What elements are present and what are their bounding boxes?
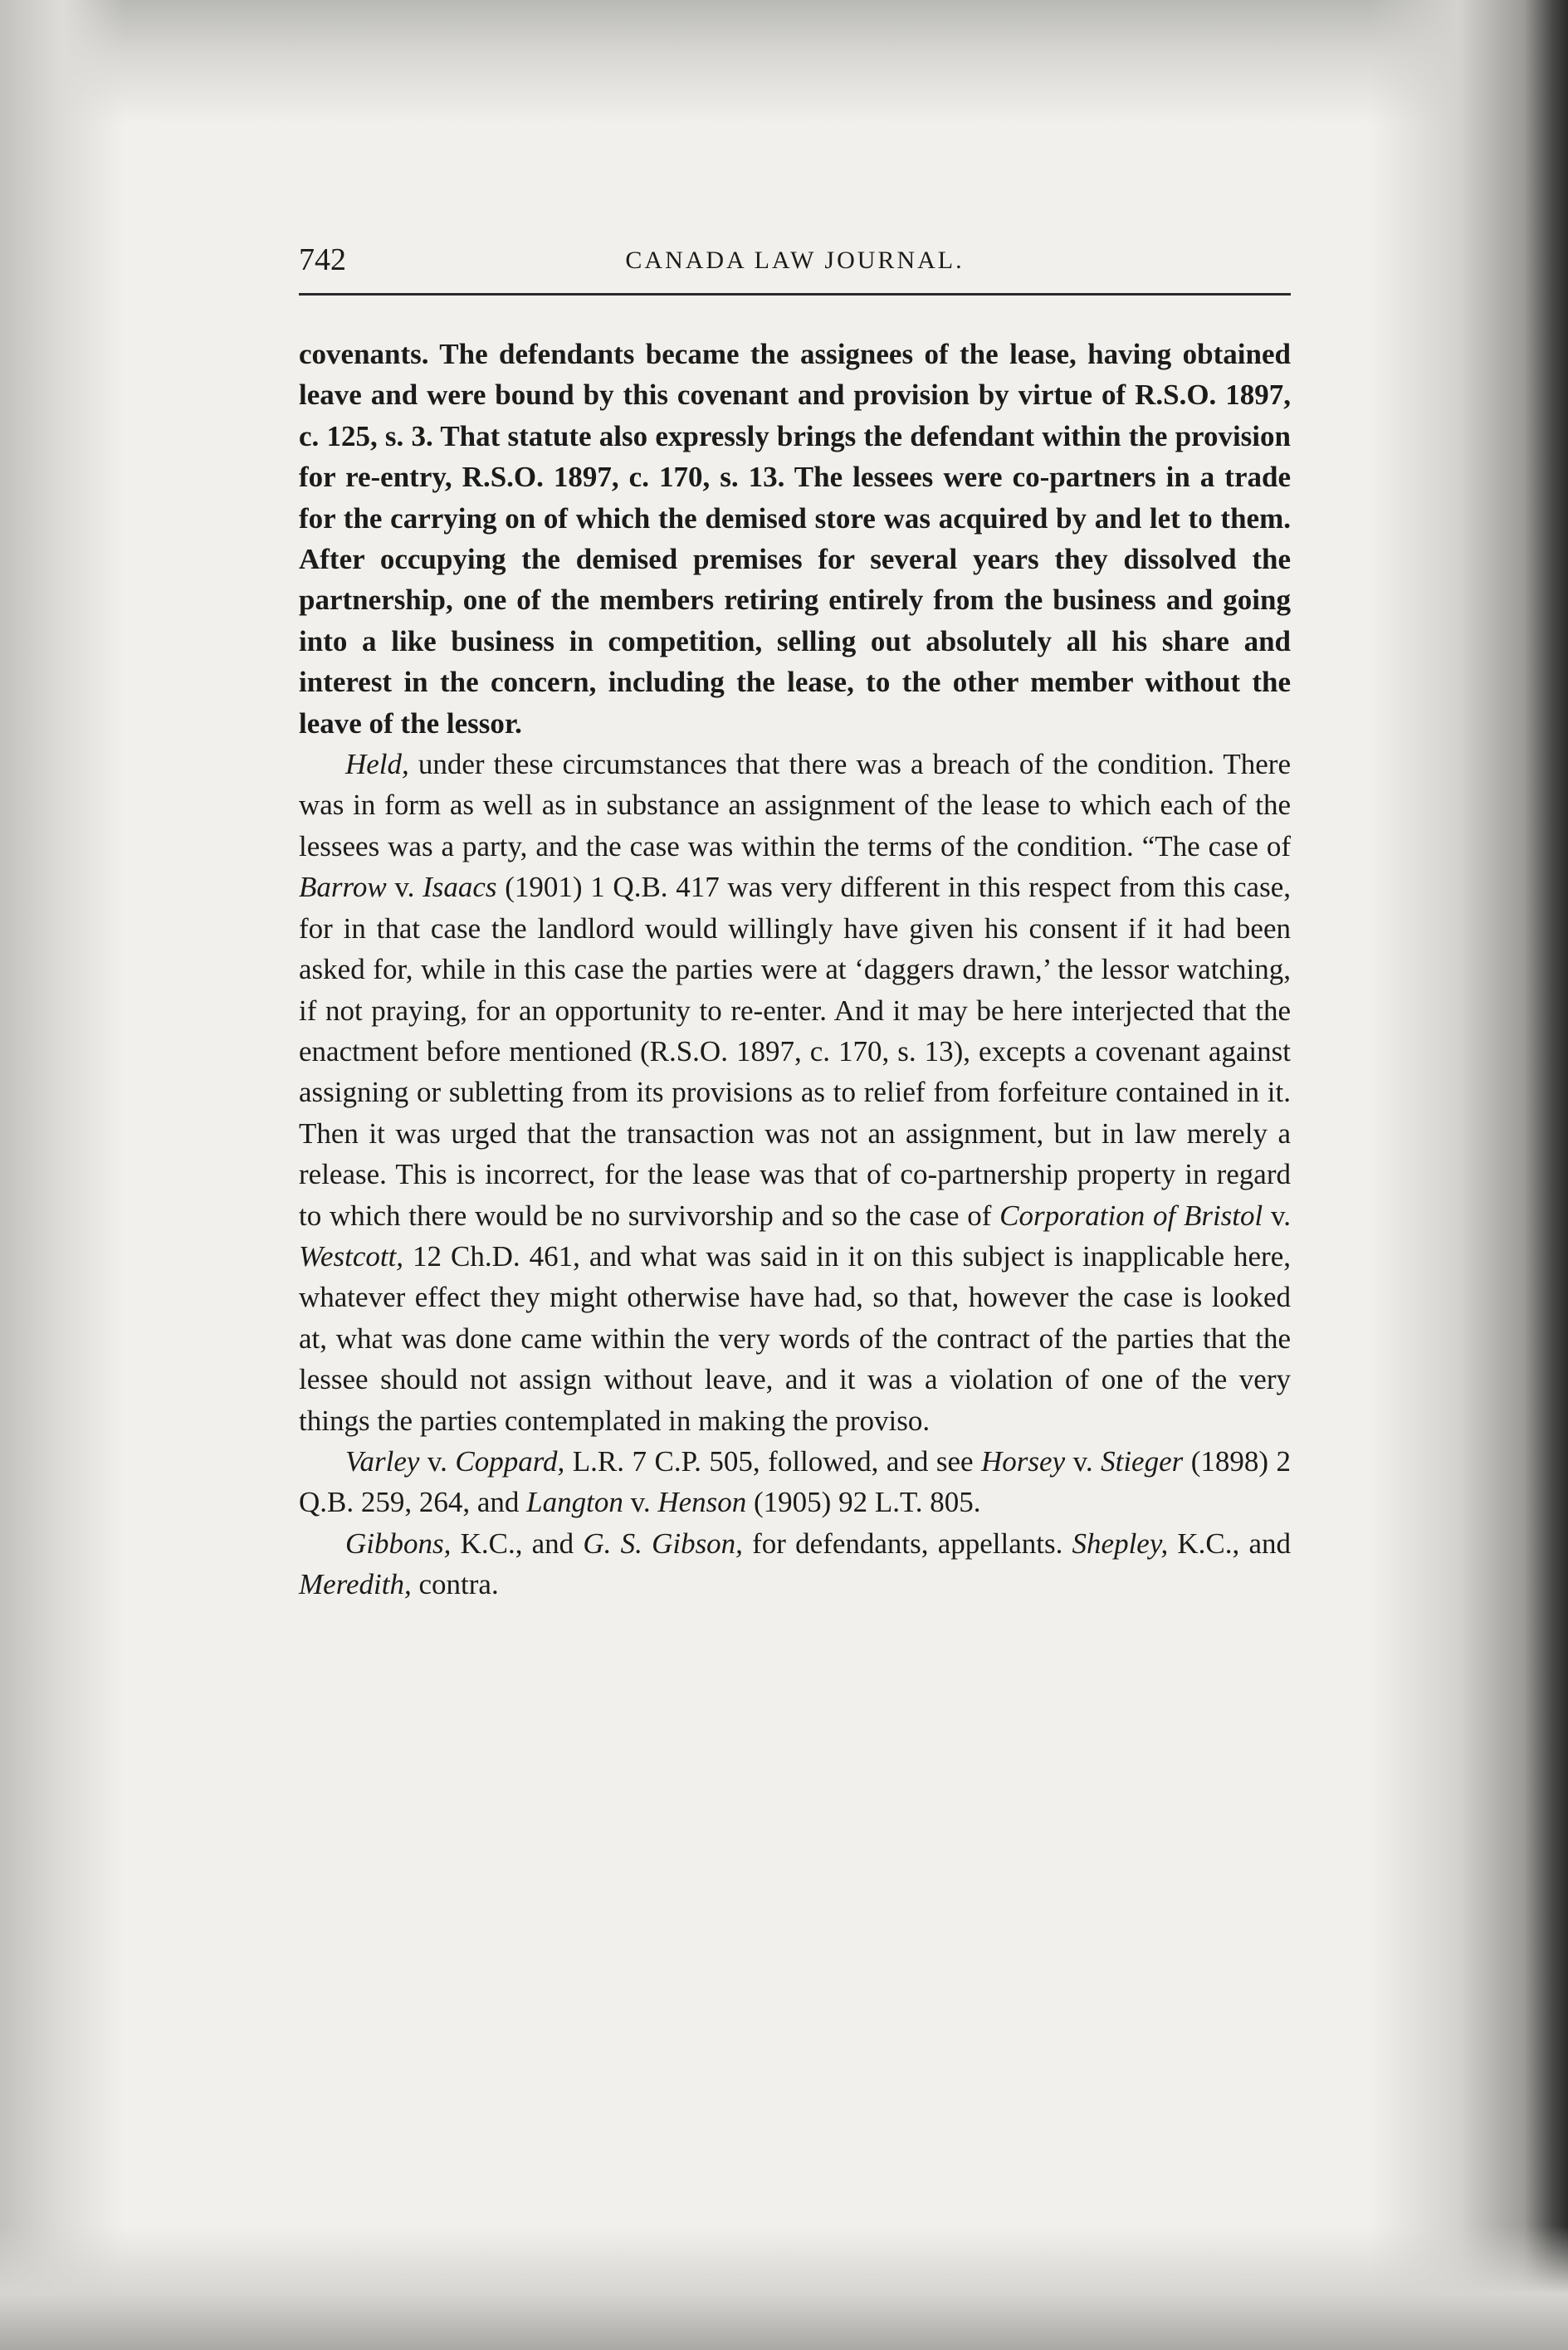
paragraph: Held, under these circumstances that there was a breach of the condition. There was in form as well as in substance an assignment of the lease to which each of the lessees was a party, and the case was within the terms of the condition. “The case of Barrow v. Isaacs (1901) 1 Q.B. 417 was very different in this respect from this case, for in that case the landlord would willingly have given his consent if it had been asked for, while in this case the parties were at ‘daggers drawn,’ the lessor watching, if not praying, for an opportunity to re-enter. And it may be here interjected that the enactment before mentioned (R.S.O. 1897, c. 170, s. 13), excepts a covenant against assigning or subletting from its provisions as to relief from forfeiture contained in it. Then it was urged that the transaction was not an assignment, but in law merely a release. This is incorrect, for the lease was that of co-partnership property in regard to which there would be no survivorship and so the case of Corporation of Bristol v. Westcott, 12 Ch.D. 461, and what was said in it on this subject is inapplicable here, whatever effect they might otherwise have had, so that, however the case is looked at, what was done came within the very words of the contract of the parties that the lessee should not assign without leave, and it was a violation of one of the very things the parties contemplated in making the proviso. — [299, 748, 1291, 1437]
page-header — [299, 237, 1291, 286]
paragraph: covenants. The defendants became the assignees of the lease, having obtained leave and were bound by this covenant and provision by virtue of R.S.O. 1897, c. 125, s. 3. That statute also expressly brings the defendant within the provision for re-entry, R.S.O. 1897, c. 170, s. 13. The lessees were co-partners in a trade for the carrying on of which the demised store was acquired by and let to them. After occupying the demised premises for several years they dissolved the partnership, one of the members retiring entirely from the business and going into a like business in competition, selling out absolutely all his share and interest in the concern, including the lease, to the other member without the leave of the lessor. — [299, 338, 1291, 740]
header-rule — [299, 293, 1291, 296]
paragraph: Gibbons, K.C., and G. S. Gibson, for defendants, appellants. Shepley, K.C., and Meredith, contra. — [299, 1527, 1292, 1601]
page-edge-shadow-right — [1369, 0, 1568, 2350]
page-edge-shadow-left — [0, 0, 125, 2350]
journal-page — [299, 237, 1291, 1605]
paragraph: Varley v. Coppard, L.R. 7 C.P. 505, followed, and see Horsey v. Stieger (1898) 2 Q.B. 259, 264, and Langton v. Henson (1905) 92 L.T. 805. — [299, 1444, 1292, 1519]
running-title: CANADA LAW JOURNAL. — [625, 247, 965, 274]
page-number: 742 — [299, 242, 346, 277]
page-edge-shadow-top — [0, 0, 1568, 125]
body-text — [299, 334, 1291, 1605]
page-edge-shadow-bottom — [0, 2225, 1568, 2350]
